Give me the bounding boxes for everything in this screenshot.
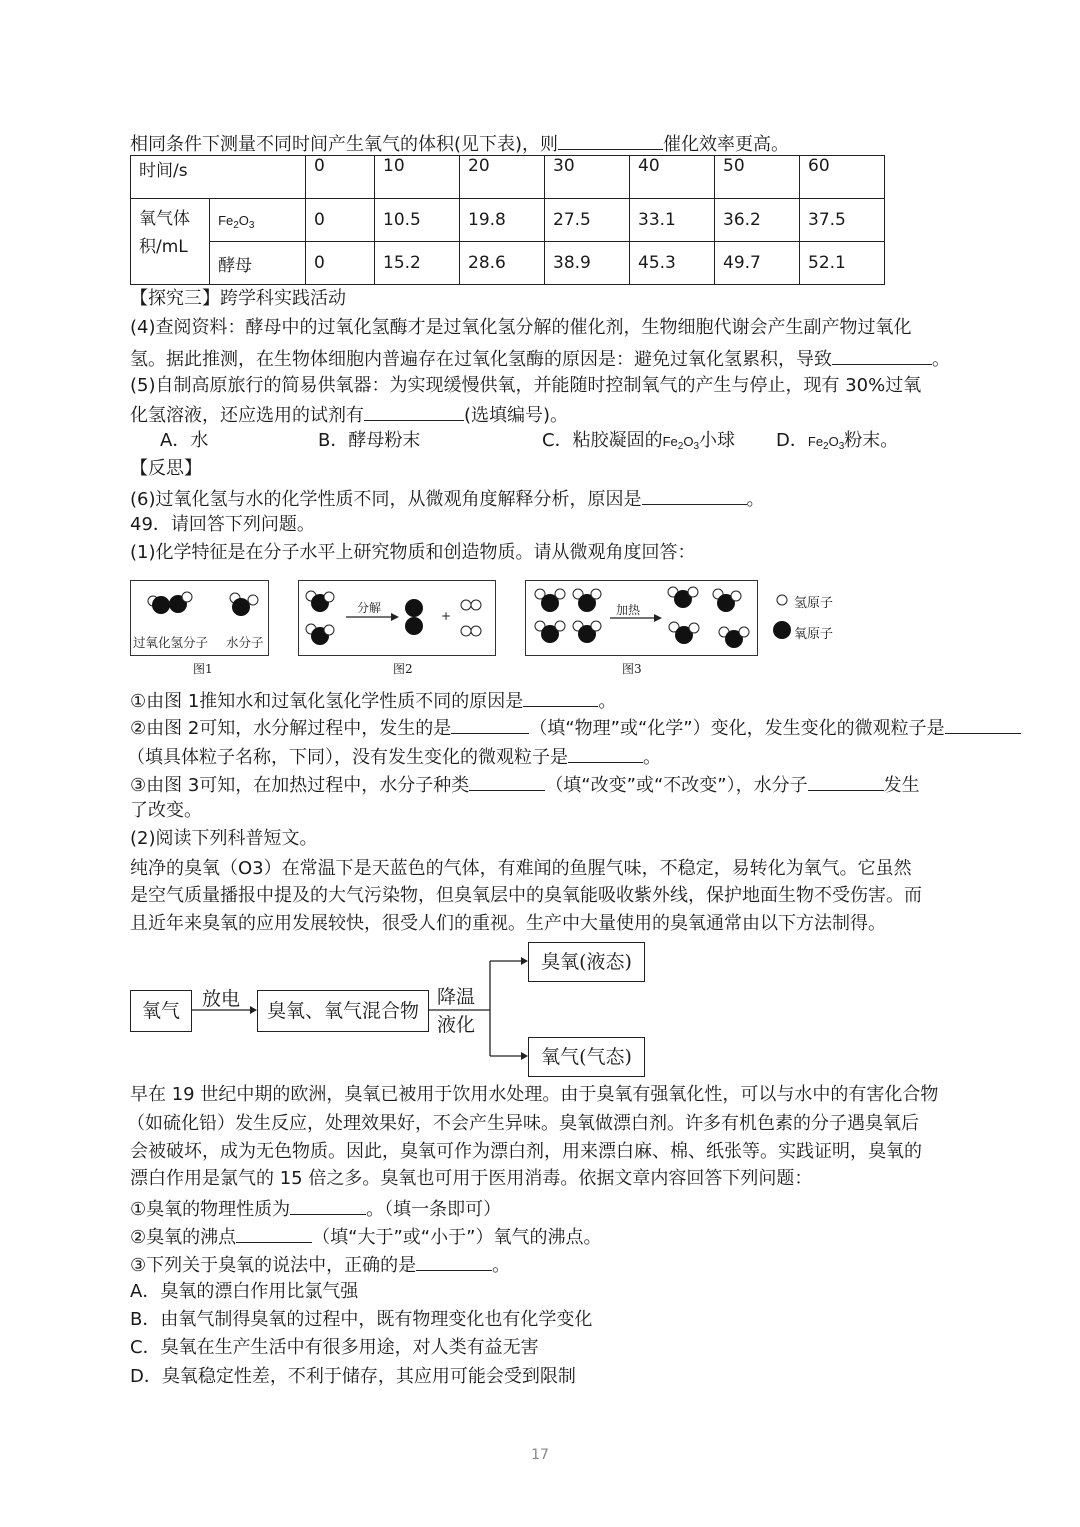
- option-c: C．粘胶凝固的$Fe_2O_3$小球: [542, 430, 735, 452]
- table-cell: 10.5: [375, 199, 460, 242]
- question-text: 发生: [883, 775, 920, 796]
- paragraph-1-line2: 是空气质量播报中提及的大气污染物，但臭氧层中的臭氧能吸收紫外线，保护地面生物不受伤害。而: [130, 885, 922, 906]
- question-text-end: 。: [643, 747, 661, 768]
- table-cell: 20: [460, 156, 545, 199]
- option-d: D．$Fe_2O_3$粉末。: [776, 430, 899, 452]
- question-text: 化氢溶液，还应选用的试剂有: [130, 405, 364, 426]
- flow-liquefy-label: 液化: [437, 1014, 476, 1036]
- part2-heading: (2)阅读下列科普短文。: [130, 828, 318, 849]
- question-text: （填“改变”或“不改变”），水分子: [545, 775, 808, 796]
- question-text-end: 。: [746, 489, 765, 510]
- flow-liquid-ozone-box: 臭氧(液态): [528, 942, 645, 982]
- table-cell: 30: [545, 156, 630, 199]
- table-cell: 27.5: [545, 199, 630, 242]
- question-text: ①臭氧的物理性质为: [130, 1199, 291, 1220]
- question-text-end: 。: [598, 691, 617, 712]
- answer-blank[interactable]: [416, 1250, 492, 1271]
- choice-d: D．臭氧稳定性差，不利于储存，其应用可能会受到限制: [130, 1366, 576, 1387]
- paragraph-2-line2: （如硫化铅）发生反应，处理效果好，不会产生异味。臭氧做漂白剂。许多有机色素的分子遇臭氧后: [127, 1113, 919, 1134]
- fig3-caption: 图3: [622, 662, 642, 676]
- question-text: ②臭氧的沸点: [130, 1227, 237, 1248]
- ozone-question-1: [130, 1194, 501, 1223]
- row-label: 氧气体积/mL: [131, 199, 210, 285]
- fig2-caption: 图2: [393, 662, 413, 676]
- flow-discharge-label: 放电: [202, 988, 241, 1010]
- answer-blank[interactable]: [290, 1194, 366, 1215]
- paragraph-1-line1: 纯净的臭氧（O3）在常温下是天蓝色的气体，有难闻的鱼腥气味，不稳定，易转化为氧气。它虽然: [130, 858, 912, 879]
- page-number: 17: [531, 1447, 549, 1463]
- fig3-arrow-label: 加热: [616, 603, 641, 617]
- table-cell: 45.3: [630, 242, 715, 285]
- flow-gas-oxygen-box: 氧气(气态): [528, 1037, 645, 1077]
- question-text-end: 。: [932, 349, 950, 370]
- question-text: ③下列关于臭氧的说法中，正确的是: [130, 1255, 417, 1276]
- yeast-label: 酵母: [210, 242, 306, 285]
- paragraph-2-line4: 漂白作用是氯气的 15 倍之多。臭氧也可用于医用消毒。依据文章内容回答下列问题：: [130, 1168, 813, 1189]
- choice-a: A．臭氧的漂白作用比氯气强: [130, 1281, 359, 1302]
- option-b: B．酵母粉末: [318, 430, 421, 451]
- part1-prompt: (1)化学特征是在分子水平上研究物质和创造物质。请从微观角度回答：: [130, 542, 696, 563]
- table-cell: 36.2: [715, 199, 800, 242]
- question-text-end: (选填编号)。: [464, 405, 569, 426]
- question-text-end: （填“大于”或“小于”）氧气的沸点。: [312, 1227, 602, 1248]
- table-cell: 33.1: [630, 199, 715, 242]
- option-text-end: 小球: [699, 430, 735, 451]
- paragraph-1-line3: 且近年来臭氧的应用发展较快，很受人们的重视。生产中大量使用的臭氧通常由以下方法制得。: [130, 913, 886, 934]
- question-text: 氢。据此推测，在生物体细胞内普遍存在过氧化氢酶的原因是：避免过氧化氢累积，导致: [130, 349, 832, 370]
- question-text: ③由图 3可知，在加热过程中，水分子种类: [130, 775, 470, 796]
- fe2o3-label: $Fe_2O_3$: [210, 199, 306, 242]
- table-cell: 0: [306, 156, 375, 199]
- table-cell: 15.2: [375, 242, 460, 285]
- option-text-end: 粉末。: [844, 430, 899, 451]
- option-text: D．: [776, 430, 808, 451]
- option-text: C．粘胶凝固的: [542, 430, 663, 451]
- answer-blank[interactable]: [236, 1222, 312, 1243]
- intro-text-end: 催化效率更高。: [663, 134, 790, 155]
- table-cell: 50: [715, 156, 800, 199]
- question-text: (6)过氧化氢与水的化学性质不同，从微观角度解释分析，原因是: [130, 489, 642, 510]
- option-a: A．水: [160, 430, 209, 451]
- paragraph-2-line3: 会被破坏，成为无色物质。因此，臭氧可作为漂白剂，用来漂白麻、棉、纸张等。实践证明，臭氧的: [130, 1141, 922, 1162]
- table-cell: 10: [375, 156, 460, 199]
- table-cell: 0: [306, 199, 375, 242]
- table-cell: 19.8: [460, 199, 545, 242]
- intro-text: 相同条件下测量不同时间产生氧气的体积(见下表)，则: [130, 134, 559, 155]
- question-5-line1: (5)自制高原旅行的简易供氧器：为实现缓慢供氧，并能随时控制氧气的产生与停止，现有 30%过氧: [130, 375, 922, 396]
- choice-c: C．臭氧在生产生活中有很多用途，对人类有益无害: [130, 1337, 539, 1358]
- fig1-caption: 图1: [193, 662, 213, 676]
- question-text-end: 。（填一条即可）: [366, 1199, 502, 1220]
- question-text: ②由图 2可知，水分解过程中，发生的是: [130, 718, 452, 739]
- fig1-label-h2o2: 过氧化氢分子: [133, 635, 209, 650]
- table-cell: 37.5: [800, 199, 885, 242]
- table-cell: 49.7: [715, 242, 800, 285]
- sub-question-c-cont: 了改变。: [130, 800, 202, 821]
- table-cell: 40: [630, 156, 715, 199]
- question-text: （填“物理”或“化学”）变化，发生变化的微观粒子是: [529, 718, 945, 739]
- legend-hydrogen: 氢原子: [794, 596, 834, 611]
- question-text: （填具体粒子名称，下同），没有发生变化的微观粒子是: [127, 747, 568, 768]
- time-header: 时间/s: [131, 156, 306, 199]
- question-text: ①由图 1推知水和过氧化氢化学性质不同的原因是: [130, 691, 524, 712]
- flow-cool-label: 降温: [437, 986, 476, 1008]
- ozone-question-2: [130, 1222, 601, 1251]
- table-cell: 60: [800, 156, 885, 199]
- fig1-label-h2o: 水分子: [226, 635, 264, 650]
- question-text-end: 。: [492, 1255, 511, 1276]
- flow-oxygen-box: 氧气: [130, 990, 192, 1032]
- reflect-heading: 【反思】: [130, 458, 202, 479]
- legend-oxygen: 氧原子: [794, 627, 834, 642]
- table-cell: 38.9: [545, 242, 630, 285]
- table-cell: 52.1: [800, 242, 885, 285]
- section-heading: 【探究三】跨学科实践活动: [130, 288, 346, 309]
- table-cell: 0: [306, 242, 375, 285]
- table-cell: 28.6: [460, 242, 545, 285]
- question-4-line1: (4)查阅资料：酵母中的过氧化氢酶才是过氧化氢分解的催化剂，生物细胞代谢会产生副产物过氧化: [130, 317, 912, 338]
- paragraph-2-line1: 早在 19 世纪中期的欧洲，臭氧已被用于饮用水处理。由于臭氧有强氧化性，可以与水中的有害化合物: [130, 1084, 939, 1105]
- fig2-plus: +: [441, 609, 452, 623]
- fig2-arrow-label: 分解: [357, 601, 382, 615]
- choice-b: B．由氧气制得臭氧的过程中，既有物理变化也有化学变化: [130, 1309, 593, 1330]
- ozone-question-3: [130, 1250, 510, 1279]
- flow-mixture-box: 臭氧、氧气混合物: [257, 990, 429, 1032]
- question-49-title: 49．请回答下列问题。: [130, 514, 315, 535]
